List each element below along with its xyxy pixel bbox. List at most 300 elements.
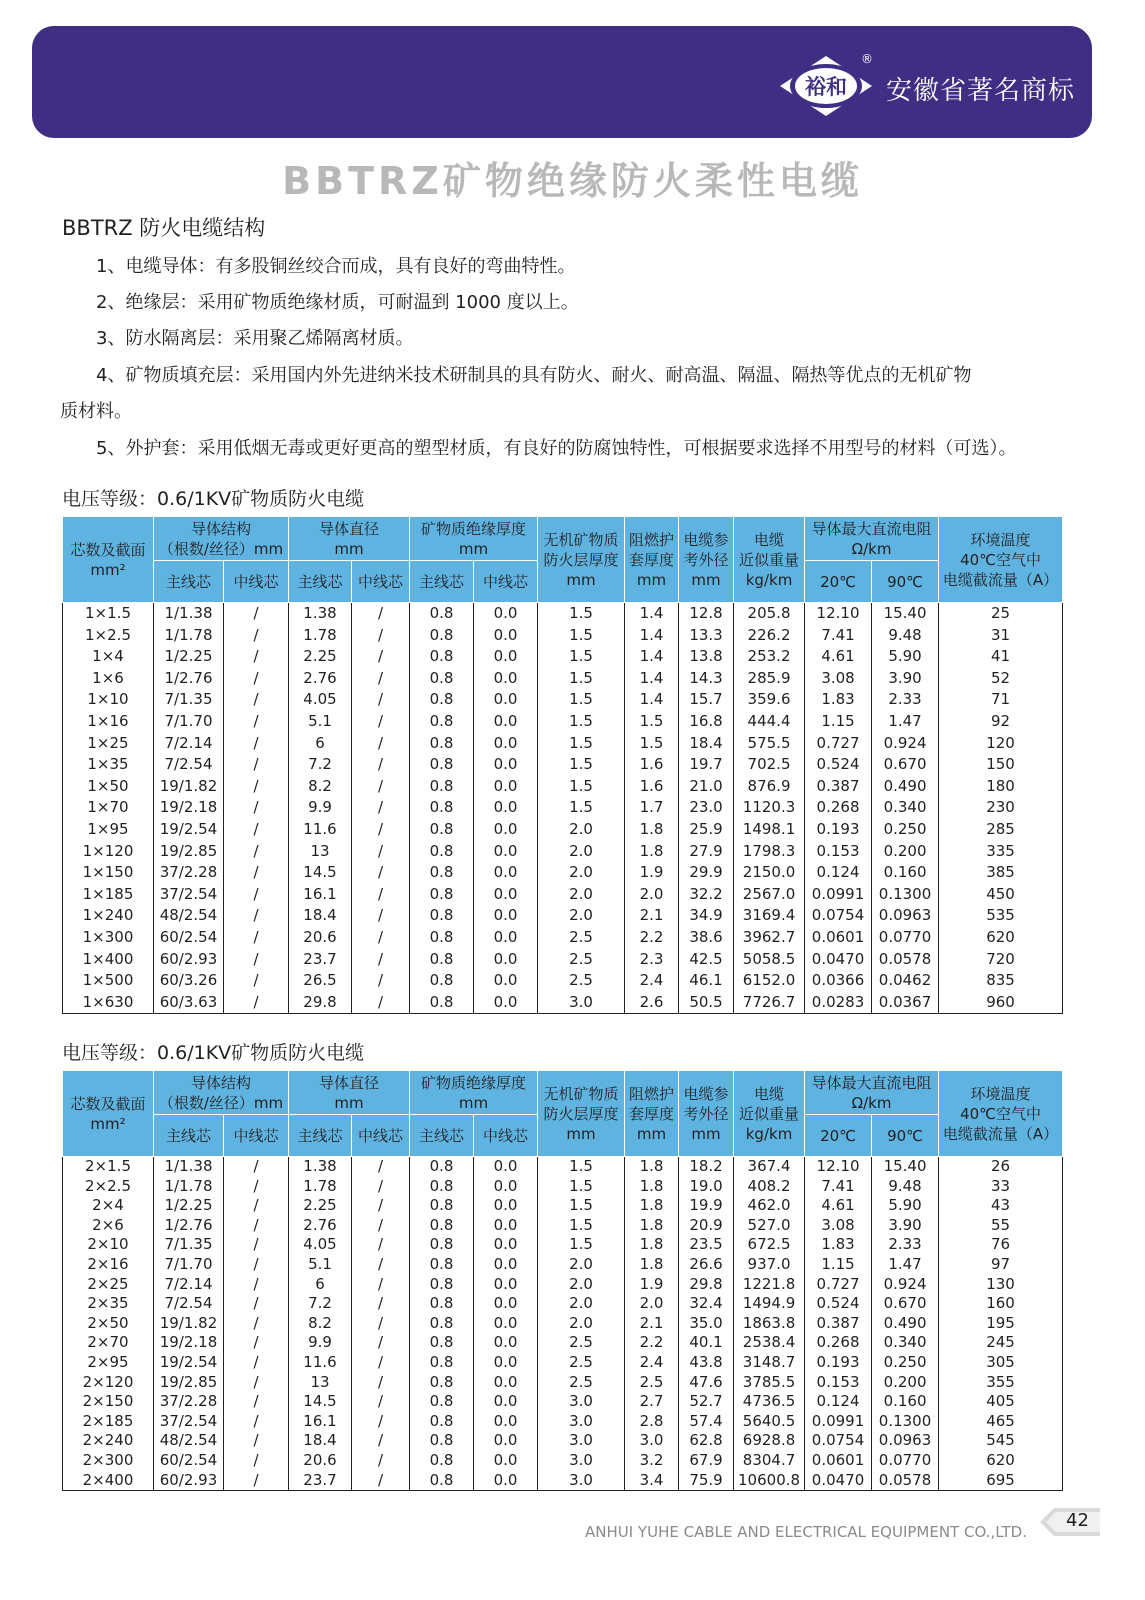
table-cell: 0.250 <box>872 819 939 841</box>
table-row <box>63 1353 1063 1373</box>
table-cell: 5640.5 <box>734 1412 805 1432</box>
table-cell: 19/2.18 <box>154 797 224 819</box>
table-cell: 3.08 <box>805 668 872 690</box>
table-cell: 1×150 <box>63 862 154 884</box>
table-cell: 23.5 <box>679 1235 734 1255</box>
table-cell: / <box>352 1275 410 1295</box>
table-cell: 1.83 <box>805 1235 872 1255</box>
table-cell: 0.8 <box>410 797 474 819</box>
table-cell: 1.5 <box>538 1196 625 1216</box>
table-cell: 19/1.82 <box>154 776 224 798</box>
table-cell: 23.7 <box>289 1471 352 1491</box>
table-cell: 8.2 <box>289 776 352 798</box>
table-cell: 71 <box>939 689 1063 711</box>
table-cell: 2.0 <box>538 1275 625 1295</box>
table-cell: 13 <box>289 841 352 863</box>
table-cell: 1.15 <box>805 711 872 733</box>
header-weight: 电缆 近似重量 kg/km <box>734 517 805 603</box>
table-cell: 0.153 <box>805 1373 872 1393</box>
table-cell: 34.9 <box>679 905 734 927</box>
header-slogan: 安徽省著名商标 <box>886 76 1076 106</box>
table-cell: 1×35 <box>63 754 154 776</box>
table-cell: / <box>352 819 410 841</box>
table-cell: 32.4 <box>679 1294 734 1314</box>
table-cell: 8304.7 <box>734 1451 805 1471</box>
table-cell: 2.5 <box>538 949 625 971</box>
table-row <box>63 603 1063 625</box>
table-cell: 3.90 <box>872 1216 939 1236</box>
table-cell: 1.7 <box>625 797 679 819</box>
table-cell: 15.40 <box>872 1157 939 1177</box>
table-cell: 0.340 <box>872 797 939 819</box>
table-cell: 1/1.78 <box>154 625 224 647</box>
table-row <box>63 1235 1063 1255</box>
table-cell: 7/1.70 <box>154 711 224 733</box>
table-cell: 33 <box>939 1177 1063 1197</box>
table-cell: 1798.3 <box>734 841 805 863</box>
table-cell: 335 <box>939 841 1063 863</box>
table-cell: 195 <box>939 1314 1063 1334</box>
table-cell: 0.0 <box>474 797 538 819</box>
table-cell: 26.5 <box>289 970 352 992</box>
table-cell: 1.4 <box>625 668 679 690</box>
table-cell: 14.3 <box>679 668 734 690</box>
table-cell: / <box>224 689 289 711</box>
table-cell: 1×2.5 <box>63 625 154 647</box>
table-cell: 405 <box>939 1392 1063 1412</box>
table-cell: 16.1 <box>289 1412 352 1432</box>
table-cell: 0.8 <box>410 754 474 776</box>
header-neutral-core: 中线芯 <box>352 561 410 603</box>
table-cell: 0.8 <box>410 689 474 711</box>
table-cell: 0.490 <box>872 776 939 798</box>
table-cell: 0.0470 <box>805 1471 872 1491</box>
table-cell: 0.0 <box>474 1431 538 1451</box>
table-cell: 0.387 <box>805 776 872 798</box>
table-cell: 1.5 <box>538 754 625 776</box>
table-cell: / <box>352 646 410 668</box>
table-cell: 1.8 <box>625 1255 679 1275</box>
table-cell: / <box>352 1294 410 1314</box>
header-conductor-structure: 导体结构 （根数/丝径）mm <box>154 517 289 561</box>
table-row <box>63 711 1063 733</box>
table-cell: 25.9 <box>679 819 734 841</box>
table-row <box>63 689 1063 711</box>
table-cell: 40.1 <box>679 1333 734 1353</box>
table-cell: 1.47 <box>872 1255 939 1275</box>
table-cell: / <box>352 668 410 690</box>
table-cell: 4.05 <box>289 689 352 711</box>
logo-icon <box>778 54 874 118</box>
table-cell: 0.0 <box>474 776 538 798</box>
table-cell: / <box>224 1392 289 1412</box>
table-cell: 1.8 <box>625 819 679 841</box>
table-cell: 2×400 <box>63 1471 154 1491</box>
table-row <box>63 992 1063 1014</box>
table-cell: 2150.0 <box>734 862 805 884</box>
table-cell: 12.10 <box>805 1157 872 1177</box>
table-cell: 0.8 <box>410 711 474 733</box>
table-cell: 226.2 <box>734 625 805 647</box>
header-neutral-core: 中线芯 <box>474 561 538 603</box>
table-cell: 0.8 <box>410 1471 474 1491</box>
table-cell: 0.1300 <box>872 884 939 906</box>
header-conductor-diameter: 导体直径 mm <box>289 1071 410 1115</box>
table-cell: 960 <box>939 992 1063 1014</box>
table-cell: 0.250 <box>872 1353 939 1373</box>
table-cell: 462.0 <box>734 1196 805 1216</box>
table-cell: / <box>224 711 289 733</box>
table-cell: 32.2 <box>679 884 734 906</box>
table-cell: 0.8 <box>410 625 474 647</box>
table-cell: / <box>352 776 410 798</box>
table-cell: 937.0 <box>734 1255 805 1275</box>
table-row <box>63 1177 1063 1197</box>
table2-body <box>63 1157 1063 1491</box>
table-cell: / <box>352 949 410 971</box>
table-cell: 305 <box>939 1353 1063 1373</box>
header-main-core: 主线芯 <box>410 1115 474 1157</box>
table-cell: 2.25 <box>289 1196 352 1216</box>
table-cell: 9.9 <box>289 1333 352 1353</box>
table-cell: 359.6 <box>734 689 805 711</box>
table-cell: 0.0963 <box>872 905 939 927</box>
table-cell: 0.8 <box>410 776 474 798</box>
table-cell: 0.727 <box>805 733 872 755</box>
table-cell: 1.38 <box>289 1157 352 1177</box>
table-cell: 0.160 <box>872 862 939 884</box>
table-cell: / <box>224 1216 289 1236</box>
table-cell: / <box>352 1314 410 1334</box>
table-cell: 0.524 <box>805 754 872 776</box>
table-cell: 1.5 <box>538 1177 625 1197</box>
table-cell: 0.8 <box>410 884 474 906</box>
table-cell: 23.0 <box>679 797 734 819</box>
table-cell: / <box>224 625 289 647</box>
table-cell: 0.0601 <box>805 1451 872 1471</box>
table-cell: 12.10 <box>805 603 872 625</box>
table-cell: / <box>352 1255 410 1275</box>
table-cell: 0.0462 <box>872 970 939 992</box>
table-cell: / <box>224 1451 289 1471</box>
table-cell: / <box>224 841 289 863</box>
table-cell: / <box>224 1157 289 1177</box>
structure-item-2: 2、绝缘层：采用矿物质绝缘材质，可耐温到 1000 度以上。 <box>96 292 579 313</box>
table-cell: 0.0 <box>474 992 538 1014</box>
table-cell: 0.0 <box>474 1451 538 1471</box>
table-cell: 0.0283 <box>805 992 872 1014</box>
table-cell: 52 <box>939 668 1063 690</box>
table-cell: 2.5 <box>625 1373 679 1393</box>
table-cell: 0.8 <box>410 1216 474 1236</box>
footer-company-name: ANHUI YUHE CABLE AND ELECTRICAL EQUIPMENT CO.,LTD. <box>585 1523 1027 1541</box>
table-cell: 0.924 <box>872 733 939 755</box>
table-cell: 0.0 <box>474 1255 538 1275</box>
table-cell: 48/2.54 <box>154 1431 224 1451</box>
table-cell: 4.61 <box>805 646 872 668</box>
table-cell: 20.9 <box>679 1216 734 1236</box>
table-cell: 355 <box>939 1373 1063 1393</box>
table-cell: 23.7 <box>289 949 352 971</box>
table-cell: 0.0754 <box>805 1431 872 1451</box>
table-cell: 38.6 <box>679 927 734 949</box>
table-row <box>63 625 1063 647</box>
table-cell: 1.15 <box>805 1255 872 1275</box>
table-cell: 2.0 <box>538 905 625 927</box>
table-cell: 1×630 <box>63 992 154 1014</box>
table-cell: / <box>352 992 410 1014</box>
table-cell: 0.0470 <box>805 949 872 971</box>
table-cell: / <box>352 797 410 819</box>
table-cell: 7/2.54 <box>154 1294 224 1314</box>
table-cell: / <box>224 754 289 776</box>
table-row <box>63 1451 1063 1471</box>
table-cell: / <box>224 776 289 798</box>
table-cell: 205.8 <box>734 603 805 625</box>
table-cell: 0.8 <box>410 1353 474 1373</box>
table-cell: 0.0 <box>474 754 538 776</box>
table-cell: 1×16 <box>63 711 154 733</box>
table-cell: 0.0 <box>474 603 538 625</box>
table-cell: 5058.5 <box>734 949 805 971</box>
table-cell: 1×120 <box>63 841 154 863</box>
table-cell: 60/3.63 <box>154 992 224 1014</box>
table-cell: 1494.9 <box>734 1294 805 1314</box>
table-cell: 19.9 <box>679 1196 734 1216</box>
structure-item-1: 1、电缆导体：有多股铜丝绞合而成，具有良好的弯曲特性。 <box>96 256 576 277</box>
table-cell: 2×25 <box>63 1275 154 1295</box>
table-cell: 20.6 <box>289 927 352 949</box>
table-cell: 0.0 <box>474 1157 538 1177</box>
table-cell: 0.0367 <box>872 992 939 1014</box>
table-cell: / <box>352 1157 410 1177</box>
table-cell: 385 <box>939 862 1063 884</box>
table-row <box>63 841 1063 863</box>
table-cell: 695 <box>939 1471 1063 1491</box>
table-cell: 60/2.93 <box>154 949 224 971</box>
table-cell: 41 <box>939 646 1063 668</box>
table-cell: 19.0 <box>679 1177 734 1197</box>
table-cell: / <box>224 646 289 668</box>
table-cell: 1×25 <box>63 733 154 755</box>
table-cell: 14.5 <box>289 862 352 884</box>
table-cell: 0.0601 <box>805 927 872 949</box>
table-cell: 7/2.14 <box>154 1275 224 1295</box>
table-cell: / <box>224 1314 289 1334</box>
table-cell: / <box>352 1392 410 1412</box>
table-cell: 37/2.28 <box>154 1392 224 1412</box>
table-cell: 120 <box>939 733 1063 755</box>
table-cell: 60/2.93 <box>154 1471 224 1491</box>
table-row <box>63 1196 1063 1216</box>
table-cell: 2×35 <box>63 1294 154 1314</box>
table-row <box>63 949 1063 971</box>
table-cell: 1×95 <box>63 819 154 841</box>
table-cell: 230 <box>939 797 1063 819</box>
table-cell: 0.0 <box>474 949 538 971</box>
header-main-core: 主线芯 <box>289 561 352 603</box>
table-cell: / <box>224 1353 289 1373</box>
table-cell: 16.1 <box>289 884 352 906</box>
table-cell: 15.7 <box>679 689 734 711</box>
table-row <box>63 927 1063 949</box>
table-cell: 2.0 <box>538 1314 625 1334</box>
table-cell: 3.08 <box>805 1216 872 1236</box>
table-cell: 0.670 <box>872 1294 939 1314</box>
table-cell: / <box>352 733 410 755</box>
table1-label: 电压等级：0.6/1KV矿物质防火电缆 <box>62 488 365 510</box>
table-cell: / <box>224 603 289 625</box>
table-cell: 0.0 <box>474 1294 538 1314</box>
table-cell: 2.0 <box>538 862 625 884</box>
table-cell: 1.4 <box>625 603 679 625</box>
table-cell: 0.0578 <box>872 949 939 971</box>
table-cell: 1×400 <box>63 949 154 971</box>
table-cell: 0.193 <box>805 819 872 841</box>
table-cell: 7/1.35 <box>154 1235 224 1255</box>
table-cell: 1.5 <box>538 1157 625 1177</box>
table-cell: 0.8 <box>410 970 474 992</box>
table-cell: 1.9 <box>625 1275 679 1295</box>
table-cell: 1.5 <box>625 733 679 755</box>
table-cell: 2.0 <box>538 819 625 841</box>
table-cell: 75.9 <box>679 1471 734 1491</box>
table-cell: / <box>224 1196 289 1216</box>
table-cell: 3.0 <box>538 1412 625 1432</box>
table-cell: 0.0 <box>474 1314 538 1334</box>
table-cell: 2.76 <box>289 1216 352 1236</box>
table-cell: 2.5 <box>538 1373 625 1393</box>
table-cell: 0.0 <box>474 668 538 690</box>
table-cell: / <box>352 1431 410 1451</box>
table-cell: 1.4 <box>625 689 679 711</box>
table-cell: 0.1300 <box>872 1412 939 1432</box>
table-cell: 1×10 <box>63 689 154 711</box>
table-cell: 0.0 <box>474 1471 538 1491</box>
table-cell: 2×300 <box>63 1451 154 1471</box>
header-main-core: 主线芯 <box>289 1115 352 1157</box>
table-cell: 253.2 <box>734 646 805 668</box>
table-cell: 2×150 <box>63 1392 154 1412</box>
table-cell: / <box>352 970 410 992</box>
table-cell: 3.90 <box>872 668 939 690</box>
table-cell: / <box>352 1471 410 1491</box>
page-number: 42 <box>1066 1510 1089 1531</box>
table-cell: 0.0770 <box>872 1451 939 1471</box>
table-cell: 1.5 <box>625 711 679 733</box>
header-fire-layer: 无机矿物质 防火层厚度 mm <box>538 1071 625 1157</box>
table-cell: 2.8 <box>625 1412 679 1432</box>
table-cell: 0.340 <box>872 1333 939 1353</box>
table-cell: 4.05 <box>289 1235 352 1255</box>
table-cell: 5.90 <box>872 1196 939 1216</box>
table-cell: 1.5 <box>538 603 625 625</box>
header-neutral-core: 中线芯 <box>224 561 289 603</box>
table-cell: 0.0578 <box>872 1471 939 1491</box>
table-cell: 21.0 <box>679 776 734 798</box>
table-cell: 60/2.54 <box>154 927 224 949</box>
table-cell: 0.0754 <box>805 905 872 927</box>
table-cell: 19/2.18 <box>154 1333 224 1353</box>
table-cell: 2×1.5 <box>63 1157 154 1177</box>
table-cell: 672.5 <box>734 1235 805 1255</box>
table-cell: 19/2.54 <box>154 819 224 841</box>
table-cell: / <box>352 884 410 906</box>
table-cell: / <box>224 905 289 927</box>
table-cell: 0.8 <box>410 668 474 690</box>
table-cell: / <box>224 949 289 971</box>
table-cell: 0.124 <box>805 1392 872 1412</box>
header-resistance: 导体最大直流电阻 Ω/km <box>805 517 939 561</box>
table-cell: 0.0 <box>474 1196 538 1216</box>
table-cell: 0.670 <box>872 754 939 776</box>
table-cell: 1120.3 <box>734 797 805 819</box>
table-cell: 1.5 <box>538 625 625 647</box>
table-cell: 7/2.14 <box>154 733 224 755</box>
table-cell: 2.0 <box>538 1255 625 1275</box>
table-cell: 285 <box>939 819 1063 841</box>
table-cell: 2.4 <box>625 970 679 992</box>
table-row <box>63 797 1063 819</box>
table-cell: 0.8 <box>410 819 474 841</box>
table-row <box>63 1314 1063 1334</box>
header-neutral-core: 中线芯 <box>474 1115 538 1157</box>
table-row <box>63 733 1063 755</box>
table-cell: 0.8 <box>410 1333 474 1353</box>
table-cell: 7/1.70 <box>154 1255 224 1275</box>
table-cell: / <box>224 1373 289 1393</box>
table-cell: 0.8 <box>410 1196 474 1216</box>
table-cell: / <box>352 1196 410 1216</box>
table-cell: 2.6 <box>625 992 679 1014</box>
table-cell: 13.8 <box>679 646 734 668</box>
table-cell: 1.8 <box>625 1177 679 1197</box>
table-cell: 2.2 <box>625 927 679 949</box>
table-cell: 76 <box>939 1235 1063 1255</box>
table-cell: 3785.5 <box>734 1373 805 1393</box>
table-cell: / <box>352 1353 410 1373</box>
table-cell: 0.0 <box>474 646 538 668</box>
table-cell: 1.5 <box>538 776 625 798</box>
table-cell: / <box>224 819 289 841</box>
table-cell: 720 <box>939 949 1063 971</box>
structure-item-4: 4、矿物质填充层：采用国内外先进纳米技术研制具的具有防火、耐火、耐高温、隔温、隔热等优点的无机矿物 <box>96 365 972 386</box>
table-cell: 6 <box>289 1275 352 1295</box>
table-cell: 702.5 <box>734 754 805 776</box>
table-cell: 2×4 <box>63 1196 154 1216</box>
table-cell: 18.4 <box>679 733 734 755</box>
table-cell: 1.8 <box>625 1157 679 1177</box>
table-cell: 0.8 <box>410 1235 474 1255</box>
table-cell: 2×50 <box>63 1314 154 1334</box>
table-cell: 0.0 <box>474 689 538 711</box>
table-cell: 0.0 <box>474 733 538 755</box>
table-cell: / <box>224 1255 289 1275</box>
table-cell: 1.5 <box>538 689 625 711</box>
table-cell: 0.0 <box>474 625 538 647</box>
table-cell: 2.5 <box>538 1353 625 1373</box>
table-cell: 50.5 <box>679 992 734 1014</box>
table-cell: / <box>224 1333 289 1353</box>
header-temp-90: 90℃ <box>872 561 939 603</box>
table-cell: 37/2.28 <box>154 862 224 884</box>
table-cell: 9.9 <box>289 797 352 819</box>
table-cell: 19/2.85 <box>154 841 224 863</box>
table-cell: 26.6 <box>679 1255 734 1275</box>
table-cell: 0.0 <box>474 1177 538 1197</box>
table-cell: 1×4 <box>63 646 154 668</box>
table-cell: 0.268 <box>805 797 872 819</box>
